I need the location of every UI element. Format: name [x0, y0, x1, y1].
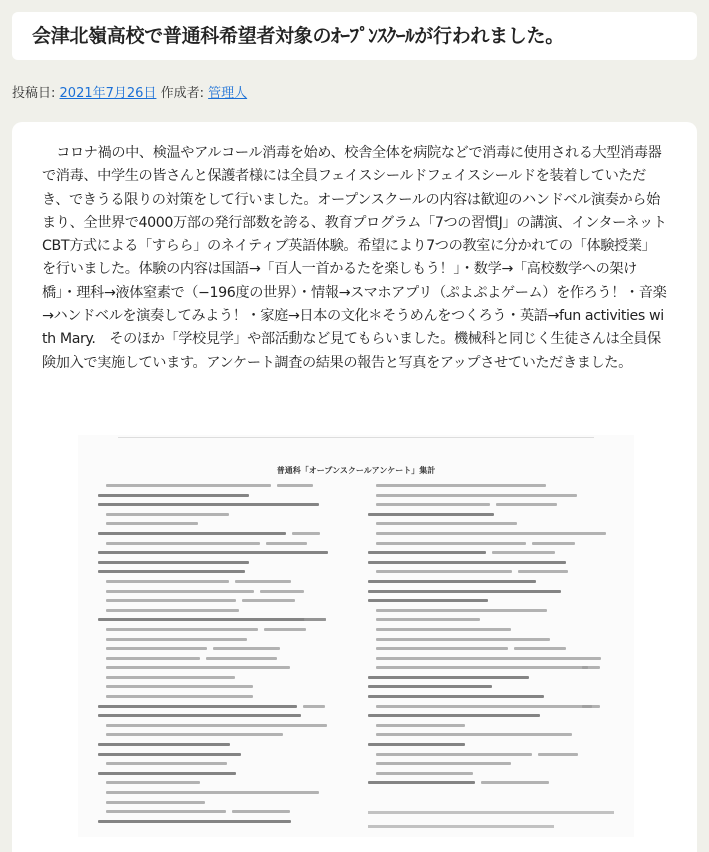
scan-text-line: [368, 529, 626, 539]
scan-text-line: [98, 596, 356, 606]
scan-text-line: [368, 625, 626, 635]
scan-text-line: [98, 519, 356, 529]
scan-text-line: [368, 740, 626, 750]
scan-text-line: [98, 587, 356, 597]
scan-text-line: [98, 529, 356, 539]
scan-text-line: [368, 577, 626, 587]
scan-text-line: [368, 635, 626, 645]
scan-text-line: [98, 644, 356, 654]
scan-text-line: [98, 759, 356, 769]
scan-text-line: [98, 625, 356, 635]
scan-text-line: [368, 692, 626, 702]
scan-text-line: [368, 567, 626, 577]
scan-text-line: [368, 491, 626, 501]
scan-text-line: [98, 798, 356, 808]
scan-text-line: [368, 769, 626, 779]
survey-column-left: [98, 481, 356, 826]
scan-text-line: [98, 711, 356, 721]
scan-text-line: [368, 654, 626, 664]
post-date-link[interactable]: 2021年7月26日: [59, 86, 157, 101]
author-link[interactable]: 管理人: [208, 86, 248, 101]
post-body-text: コロナ禍の中、検温やアルコール消毒を始め、校舎全体を病院などで消毒に使用される大型消毒器で消毒、中学生の皆さんと保護者様には全員フェイスシールドフェイスシールドを装着していただき、できうる限りの対策をして行いました。オープンスクールの内容は歓迎のハンドベル演奏から始まり、全世界で4000万部の発行部数を誇る、教育プログラム「7つの習慣J」の講演、インターネットCBT方式による「すらら」のネイティブ英語体験。希望により7つの教室に分かれての「体験授業」を行いました。体験の内容は国語→「百人一首かるたを楽しもう！」・数学→「高校数学への架け橋」・理科→液体窒素で（−196度の世界）・情報→スマホアプリ（ぷよぷよゲーム）を作ろう！・音楽→ハンドベルを演奏してみよう！・家庭→日本の文化＊そうめんをつくろう・英語→fun activities with Mary. そのほか「学校見学」や部活動など見てもらいました。機械科と同じく生徒さんは全員保険加入で実施しています。アンケート調査の結果の報告と写真をアップさせていただきました。: [42, 145, 667, 371]
survey-footer-line: [368, 811, 614, 814]
scan-text-line: [368, 644, 626, 654]
scan-text-line: [98, 615, 356, 625]
scan-text-line: [368, 682, 626, 692]
scan-text-line: [368, 778, 626, 788]
scan-text-line: [98, 702, 356, 712]
scan-text-line: [368, 481, 626, 491]
scan-text-line: [368, 558, 626, 568]
scan-text-line: [98, 500, 356, 510]
author-label: 作成者:: [160, 86, 204, 101]
scan-text-line: [368, 702, 626, 712]
scan-text-line: [368, 730, 626, 740]
scan-text-line: [368, 596, 626, 606]
scan-text-line: [98, 807, 356, 817]
scan-text-line: [98, 481, 356, 491]
scan-text-line: [98, 740, 356, 750]
scan-text-line: [368, 587, 626, 597]
survey-title: 普通科「オープンスクールアンケート」集計: [276, 466, 436, 475]
scan-text-line: [98, 817, 356, 827]
scan-text-line: [98, 750, 356, 760]
scan-text-line: [368, 721, 626, 731]
scan-text-line: [98, 682, 356, 692]
post-meta: [12, 82, 247, 101]
scan-text-line: [98, 635, 356, 645]
survey-column-right: [368, 481, 626, 788]
scan-text-line: [368, 510, 626, 520]
scan-text-line: [98, 539, 356, 549]
scan-text-line: [98, 606, 356, 616]
scan-text-line: [98, 673, 356, 683]
scan-text-line: [98, 692, 356, 702]
scan-text-line: [98, 491, 356, 501]
scan-text-line: [368, 673, 626, 683]
scan-text-line: [368, 606, 626, 616]
scan-text-line: [98, 558, 356, 568]
scan-text-line: [368, 759, 626, 769]
scan-text-line: [368, 615, 626, 625]
scan-text-line: [98, 577, 356, 587]
scan-text-line: [368, 711, 626, 721]
scan-text-line: [98, 548, 356, 558]
scan-text-line: [98, 663, 356, 673]
scan-text-line: [98, 778, 356, 788]
scan-text-line: [368, 750, 626, 760]
scan-text-line: [368, 539, 626, 549]
scan-text-line: [98, 510, 356, 520]
scan-text-line: [98, 721, 356, 731]
scan-text-line: [98, 730, 356, 740]
scan-text-line: [98, 567, 356, 577]
scan-text-line: [368, 663, 626, 673]
scan-text-line: [98, 654, 356, 664]
scan-text-line: [368, 519, 626, 529]
scan-edge: [118, 437, 594, 438]
scan-text-line: [368, 548, 626, 558]
posted-label: 投稿日:: [12, 86, 56, 101]
scan-text-line: [98, 769, 356, 779]
survey-scan-image[interactable]: [78, 435, 634, 837]
post-title: 会津北嶺高校で普通科希望者対象のｵｰﾌﾟﾝｽｸｰﾙが行われました。: [32, 25, 564, 47]
scan-text-line: [98, 788, 356, 798]
survey-footer-line: [368, 825, 554, 828]
post-title-box: [12, 12, 697, 60]
scan-text-line: [368, 500, 626, 510]
